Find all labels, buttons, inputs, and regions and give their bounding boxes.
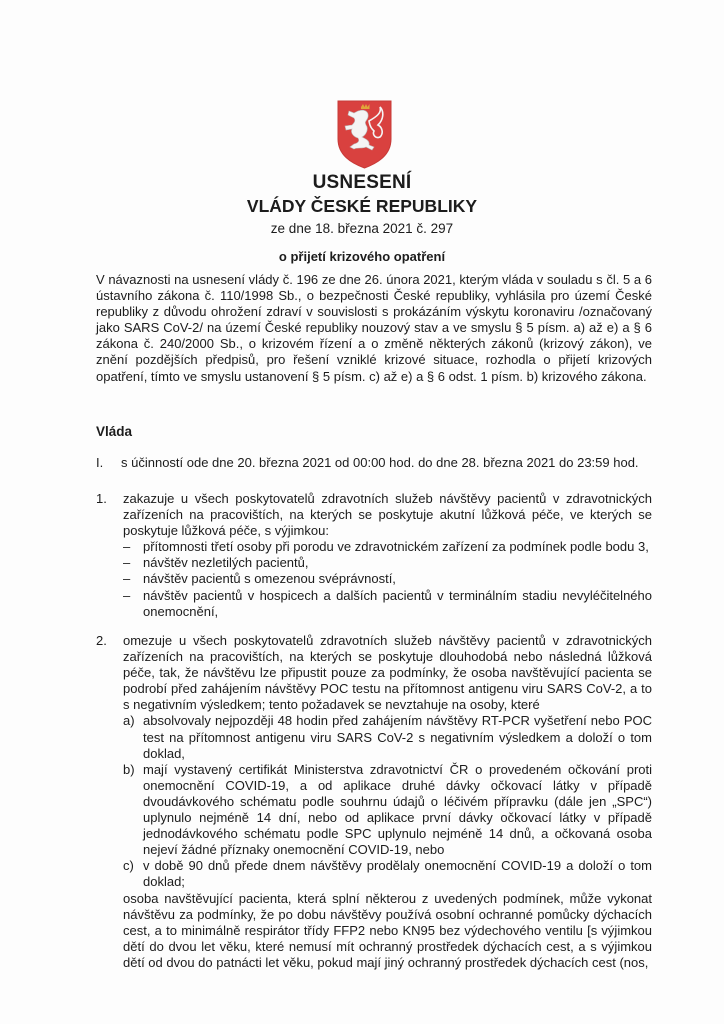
bullet-item: – návštěv pacientů s omezenou svéprávností,: [123, 571, 396, 587]
roman-numeral: I.: [96, 455, 104, 470]
section-heading: Vláda: [96, 424, 133, 439]
item-number: 1.: [96, 491, 107, 506]
item-tail-text: osoba navštěvující pacienta, která splní některou z uvedených podmínek, může vykonat návštěvu za podmínky, že po dobu návštěvy používá osobní ochranné pomůcky dýchacích cest, a to minimálně respirátor třídy FFP2 nebo KN95 bez výdechového ventilu [s výjimkou dětí do dvou let věku, které nemusí mít ochranný prostředek dýchacích cest, a s výjimkou dětí od dvou do patnácti let věku, pokud mají jiný ochranný prostředek dýchacích cest (nos,: [123, 890, 652, 970]
preamble-paragraph: V návaznosti na usnesení vlády č. 196 ze dne 26. února 2021, kterým vláda v souladu s čl. 5 a 6 ústavního zákona č. 110/1998 Sb., o bezpečnosti České republiky, vyhlásila pro území České republiky z důvodu ohrožení zdraví v souvislosti s prokázáním výskytu koronaviru /označovaný jako SARS CoV-2/ na území České republiky nouzový stav a ve smyslu § 5 písm. a) až e) a § 6 zákona č. 240/2000 Sb., o krizovém řízení a o změně některých zákonů (krizový zákon), ve znění pozdějších předpisů, pro řešení vzniklé krizové situace, rozhodla o přijetí krizových opatření, tímto ve smyslu ustanovení § 5 písm. c) až e) a § 6 odst. 1 písm. b) krizového zákona.: [96, 272, 652, 384]
dash-marker: –: [123, 571, 131, 587]
numbered-item-1: [96, 491, 652, 620]
lettered-subitem: c) v době 90 dnů přede dnem návštěvy prodělaly onemocnění COVID-19 a doloží o tom doklad;: [123, 858, 652, 890]
resolution-topic: o přijetí krizového opatření: [278, 249, 446, 264]
dash-marker: –: [123, 539, 131, 555]
dash-marker: –: [123, 555, 131, 571]
bullet-item: – přítomnosti třetí osoby při porodu ve zdravotnickém zařízení za podmínek podle bodu 3,: [123, 539, 649, 555]
letter-marker: b): [123, 761, 135, 777]
dash-marker: –: [123, 587, 131, 603]
roman-item: [96, 455, 676, 470]
roman-text: s účinností ode dne 20. března 2021 od 00:00 hod. do dne 28. března 2021 do 23:59 hod.: [121, 455, 639, 470]
bullet-item: – návštěv nezletilých pacientů,: [123, 555, 309, 571]
document-title: USNESENÍ: [312, 172, 412, 193]
lettered-subitem: a) absolvovaly nejpozději 48 hodin před zahájením návštěvy RT-PCR vyšetření nebo POC test na přítomnost antigenu viru SARS CoV-2 s negativním výsledkem a doloží o tom doklad,: [123, 713, 652, 761]
numbered-item-2: [96, 633, 652, 971]
item-text: omezuje u všech poskytovatelů zdravotních služeb návštěvy pacientů v zdravotnických zařízeních na pracovištích, na kterých se poskytuje dlouhodobá nebo následná lůžková péče, tak, že návštěvu lze připustit pouze za podmínky, že osoba navštěvující pacienta se podrobí před zahájením návštěvy POC testu na přítomnost antigenu viru SARS CoV-2, a to s negativním výsledkem; tento požadavek se nevztahuje na osoby, které: [123, 633, 652, 713]
item-text: zakazuje u všech poskytovatelů zdravotních služeb návštěvy pacientů v zdravotnických zařízeních na pracovištích, na kterých se poskytuje akutní lůžková péče, ve kterých se poskytuje lůžková péče, s výjimkou:: [123, 491, 652, 539]
item-number: 2.: [96, 633, 107, 648]
letter-marker: c): [123, 858, 134, 874]
czech-coat-of-arms-icon: [336, 99, 393, 169]
resolution-date-number: ze dne 18. března 2021 č. 297: [270, 221, 454, 236]
document-subtitle: VLÁDY ČESKÉ REPUBLIKY: [246, 196, 478, 216]
bullet-item: – návštěv pacientů v hospicech a dalších pacientů v terminálním stadiu nevyléčitelného onemocnění,: [123, 587, 652, 619]
lettered-subitem: b) mají vystavený certifikát Ministerstva zdravotnictví ČR o provedeném očkování proti onemocnění COVID-19, a od aplikace druhé dávky očkovací látky v případě dvoudávkového schématu podle souhrnu údajů o léčivém přípravku (dále jen „SPC“) uplynulo nejméně 14 dní, nebo od aplikace první dávky očkovací látky v případě jednodávkového schématu podle SPC uplynulo nejméně 14 dnů, a očkovaná osoba nejeví žádné příznaky onemocnění COVID-19, nebo: [123, 761, 652, 858]
letter-marker: a): [123, 713, 135, 729]
